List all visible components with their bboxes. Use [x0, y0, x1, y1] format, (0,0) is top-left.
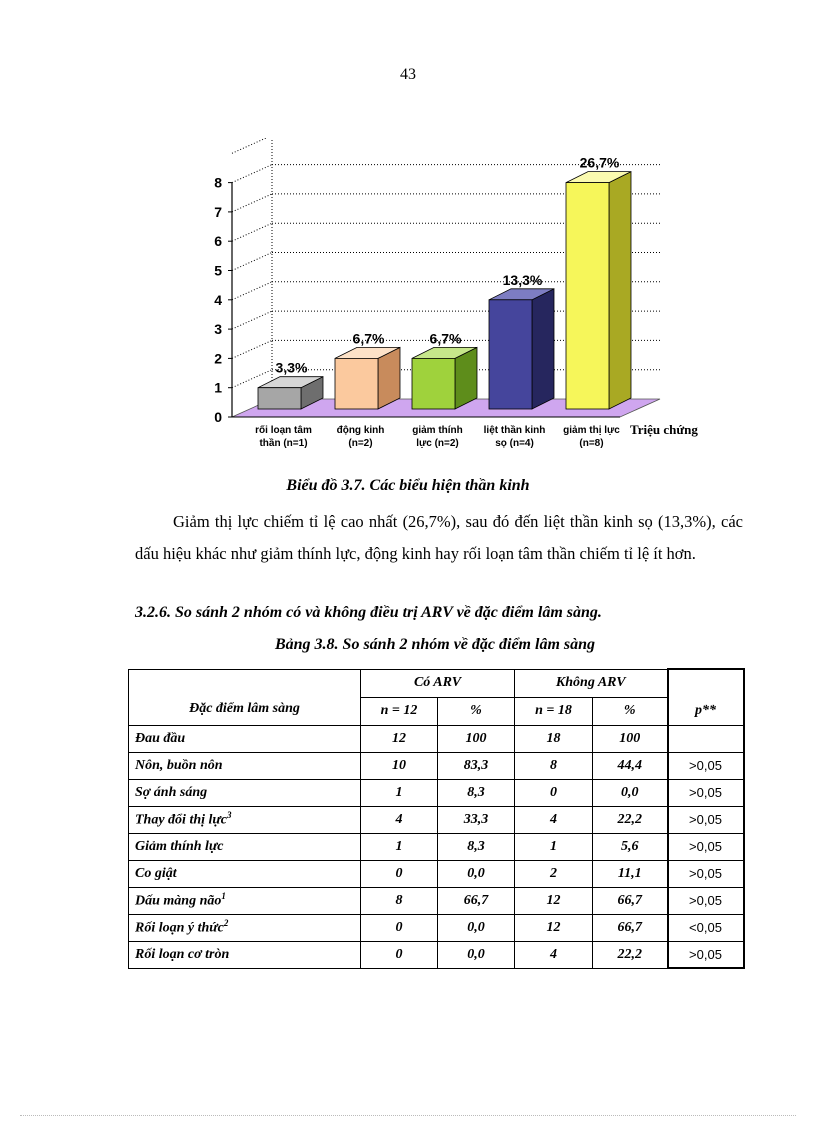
- row-label-text: Giảm thính lực: [135, 838, 224, 854]
- no-arv-percent: 22,2: [593, 941, 668, 968]
- bar: [489, 300, 532, 409]
- y-tick-label: 4: [214, 291, 222, 308]
- data-label: 3,3%: [275, 359, 308, 376]
- no-arv-count: 8: [515, 752, 593, 779]
- bar-chart: [200, 138, 720, 468]
- gridline-diagonal: [232, 311, 272, 329]
- comparison-table: [128, 668, 745, 969]
- footnote-marker: 2: [223, 918, 229, 929]
- row-label-text: Rối loạn ý thức: [135, 920, 224, 936]
- p-value: >0,05: [668, 941, 744, 968]
- data-label: 26,7%: [579, 154, 620, 171]
- data-label: 6,7%: [352, 330, 385, 347]
- row-label-text: Co giật: [135, 865, 177, 881]
- p-value: >0,05: [668, 752, 744, 779]
- y-tick-label: 6: [214, 233, 222, 250]
- p-value: >0,05: [668, 860, 744, 887]
- p-value: >0,05: [668, 806, 744, 833]
- table-row: [129, 806, 744, 833]
- no-arv-count: 4: [515, 941, 593, 968]
- row-label: [129, 941, 361, 968]
- row-label-text: Rối loạn cơ tròn: [135, 946, 230, 962]
- p-value: >0,05: [668, 833, 744, 860]
- no-arv-percent: 5,6: [593, 833, 668, 860]
- row-label: [129, 779, 361, 806]
- row-label-text: Thay đổi thị lực: [135, 812, 227, 828]
- row-label-text: Đau đầu: [135, 730, 186, 746]
- arv-count: 1: [361, 779, 438, 806]
- p-value: <0,05: [668, 914, 744, 941]
- gridline-diagonal: [232, 165, 272, 183]
- table-caption: Bảng 3.8. So sánh 2 nhóm về đặc điểm lâm sàng: [274, 636, 596, 653]
- feature-header: Đặc điểm lâm sàng: [129, 669, 361, 725]
- no-arv-count: 18: [515, 725, 593, 752]
- chart-caption: Biểu đồ 3.7. Các biểu hiện thần kinh: [286, 477, 530, 494]
- arv-percent: 0,0: [438, 914, 515, 941]
- no-arv-percent: 44,4: [593, 752, 668, 779]
- no-arv-percent: 100: [593, 725, 668, 752]
- category-label: lực (n=2): [416, 438, 459, 449]
- table-row: [129, 941, 744, 968]
- category-label: liệt thần kinh: [483, 425, 546, 436]
- gridline-diagonal: [232, 194, 272, 212]
- n-arv-header: n = 12: [361, 697, 438, 725]
- arv-count: 1: [361, 833, 438, 860]
- no-arv-count: 12: [515, 914, 593, 941]
- page-footer-divider: [20, 1115, 796, 1116]
- section-heading: 3.2.6. So sánh 2 nhóm có và không điều trị ARV về đặc điểm lâm sàng.: [135, 604, 602, 621]
- arv-count: 0: [361, 941, 438, 968]
- table-row: [129, 752, 744, 779]
- pct-arv-header: %: [438, 697, 515, 725]
- bar-side: [532, 289, 554, 409]
- category-label: (n=8): [579, 438, 604, 449]
- row-label-text: Nôn, buồn nôn: [135, 757, 223, 773]
- gridline-diagonal: [232, 340, 272, 358]
- arv-percent: 8,3: [438, 833, 515, 860]
- page-number: 43: [400, 66, 416, 83]
- y-tick-label: 0: [214, 409, 222, 425]
- y-tick-label: 5: [214, 262, 222, 279]
- gridline-diagonal: [232, 253, 272, 271]
- bar: [335, 358, 378, 409]
- no-arv-percent: 66,7: [593, 887, 668, 914]
- n-no-arv-header: n = 18: [515, 697, 593, 725]
- y-tick-label: 8: [214, 174, 222, 191]
- row-label: [129, 833, 361, 860]
- row-label-text: Sợ ánh sáng: [135, 784, 208, 800]
- arv-count: 10: [361, 752, 438, 779]
- table-row: [129, 725, 744, 752]
- pct-no-arv-header: %: [593, 697, 668, 725]
- row-label: [129, 752, 361, 779]
- gridline-diagonal: [232, 223, 272, 241]
- group-arv-header: Có ARV: [361, 669, 515, 697]
- row-label: [129, 806, 361, 833]
- arv-percent: 0,0: [438, 941, 515, 968]
- p-value: [668, 725, 744, 752]
- row-label: [129, 887, 361, 914]
- p-value-header: p**: [668, 669, 744, 725]
- y-tick-label: 2: [214, 350, 222, 367]
- arv-percent: 33,3: [438, 806, 515, 833]
- table-row: [129, 833, 744, 860]
- row-label: [129, 914, 361, 941]
- category-label: sọ (n=4): [495, 438, 534, 449]
- no-arv-count: 12: [515, 887, 593, 914]
- no-arv-count: 4: [515, 806, 593, 833]
- arv-count: 4: [361, 806, 438, 833]
- category-label: thần (n=1): [259, 438, 308, 449]
- arv-percent: 8,3: [438, 779, 515, 806]
- row-label: [129, 860, 361, 887]
- table-row: [129, 914, 744, 941]
- bar-side: [609, 172, 631, 409]
- category-label: rối loạn tâm: [255, 425, 312, 436]
- bar: [412, 358, 455, 409]
- no-arv-percent: 66,7: [593, 914, 668, 941]
- arv-count: 8: [361, 887, 438, 914]
- category-label: động kinh: [336, 425, 385, 436]
- bar: [566, 183, 609, 409]
- footnote-marker: 1: [221, 891, 226, 902]
- y-tick-label: 3: [214, 321, 222, 338]
- x-axis-title: Triệu chứng: [630, 422, 698, 437]
- y-tick-label: 7: [214, 203, 222, 220]
- arv-count: 0: [361, 914, 438, 941]
- no-arv-percent: 0,0: [593, 779, 668, 806]
- category-label: (n=2): [348, 438, 373, 449]
- p-value: >0,05: [668, 887, 744, 914]
- category-label: giảm thị lực: [563, 425, 620, 436]
- data-label: 6,7%: [429, 330, 462, 347]
- no-arv-percent: 11,1: [593, 860, 668, 887]
- row-label-text: Dấu màng não: [135, 893, 222, 909]
- table-row: [129, 779, 744, 806]
- body-paragraph: Giảm thị lực chiếm tỉ lệ cao nhất (26,7%), sau đó đến liệt thần kinh sọ (13,3%), các dấu hiệu khác như giảm thính lực, động kinh hay rối loạn tâm thần chiếm tỉ lệ ít hơn.: [135, 512, 743, 563]
- group-no-arv-header: Không ARV: [515, 669, 668, 697]
- no-arv-count: 1: [515, 833, 593, 860]
- p-value: >0,05: [668, 779, 744, 806]
- gridline-diagonal: [232, 138, 272, 153]
- arv-count: 0: [361, 860, 438, 887]
- category-label: giảm thính: [412, 425, 463, 436]
- arv-count: 12: [361, 725, 438, 752]
- arv-percent: 100: [438, 725, 515, 752]
- no-arv-count: 0: [515, 779, 593, 806]
- no-arv-percent: 22,2: [593, 806, 668, 833]
- no-arv-count: 2: [515, 860, 593, 887]
- table-header-row-1: [129, 669, 744, 697]
- y-tick-label: 1: [214, 379, 222, 396]
- arv-percent: 83,3: [438, 752, 515, 779]
- arv-percent: 0,0: [438, 860, 515, 887]
- footnote-marker: 3: [227, 810, 232, 821]
- table-row: [129, 887, 744, 914]
- data-label: 13,3%: [502, 271, 543, 288]
- arv-percent: 66,7: [438, 887, 515, 914]
- row-label: [129, 725, 361, 752]
- gridline-diagonal: [232, 282, 272, 300]
- table-row: [129, 860, 744, 887]
- bar: [258, 388, 301, 409]
